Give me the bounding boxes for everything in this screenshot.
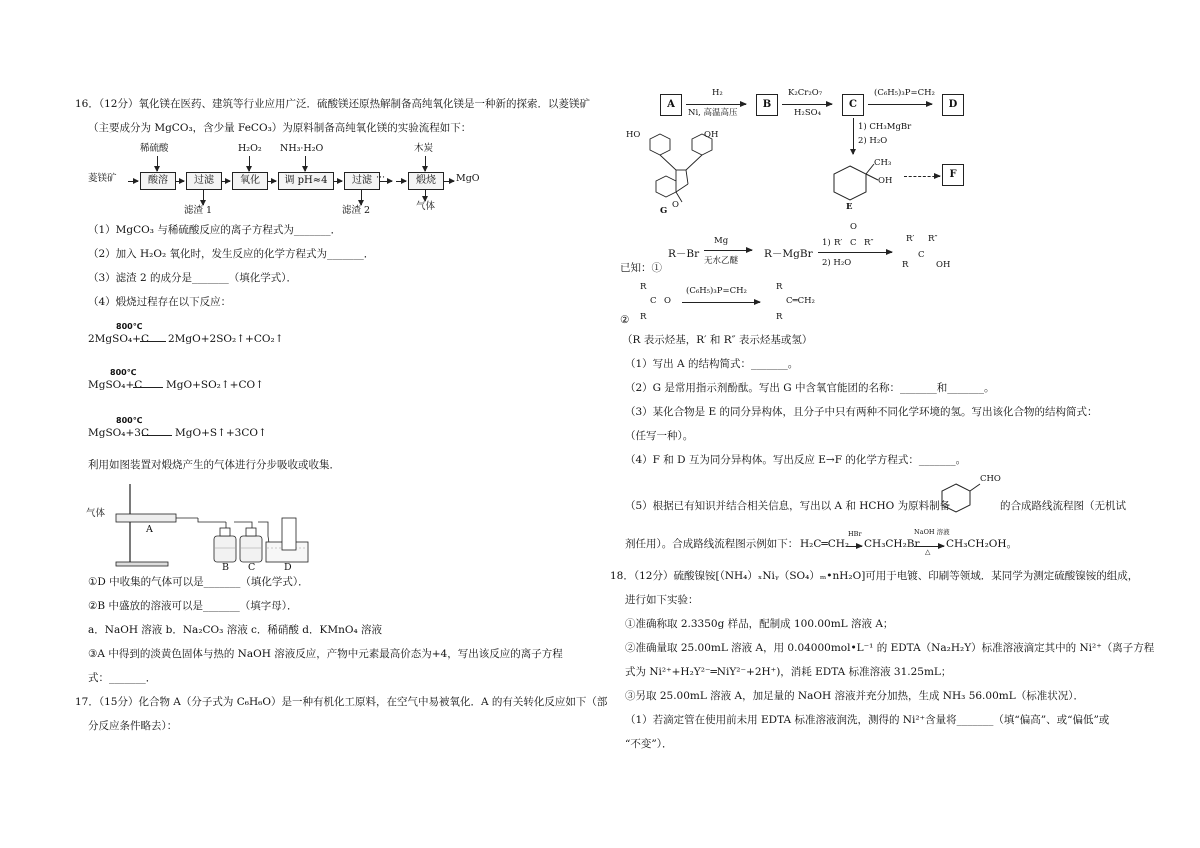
k1-rmgbr: R－MgBr [764,248,813,260]
eq3-left: MgSO₄+3C [88,427,149,439]
eq3-right: MgO+S↑+3CO↑ [175,427,267,439]
q16-sub3: （3）滤渣 2 的成分是_______（填化学式）． [88,272,298,284]
apparatus-label-b: B [222,562,229,573]
residue-arrow [203,189,204,205]
compound-a-box: A [660,94,682,116]
reagent-arrow [157,156,158,171]
q18-sub1-line1: （1）若滴定管在使用前未用 EDTA 标准溶液润洗，测得的 Ni²⁺含量将_______（填“偏高”、或“偏低”或 [625,714,1110,726]
q17-sub1: （1）写出 A 的结构简式：_______。 [625,358,799,370]
k1-prod-r1: R′ [906,234,915,244]
residue-arrow [361,189,362,205]
apparatus-label-a: A [146,524,153,535]
k1-prod-r2: R″ [928,234,938,244]
reagent-arrow [425,156,426,171]
ce-arrow [853,118,854,154]
k1-rbr: R－Br [668,248,700,260]
q16-intro-line1: 16．（12分）氧化镁在医药、建筑等行业应用广泛．硫酸镁还原热解制备高纯氧化镁是一种新的探索．以菱镁矿 [75,98,590,110]
q18-step1: ①准确称取 2.3350g 样品，配制成 100.00mL 溶液 A； [625,618,894,630]
k1-c: C [850,238,857,248]
q17-sub3-line1: （3）某化合物是 E 的同分异构体，且分子中只有两种不同化学环境的氢。写出该化合物的结构简式： [625,406,1098,418]
compound-e-label: E [846,202,853,212]
k2-prod-r-top: R [776,282,783,292]
reagent-charcoal: 木炭 [414,143,434,154]
residue-1-label: 滤渣 1 [184,205,213,216]
q17-sub2: （2）G 是常用指示剂酚酞。写出 G 中含氧官能团的名称：_______和_______。 [625,382,995,394]
flow-step-ph: 调 pH≈4 [278,172,334,190]
k2-reagent: (C₆H₅)₃P=CH₂ [686,286,747,296]
k1-r1: R′ [834,238,843,248]
eq2-left: MgSO₄+C [88,379,143,391]
apparatus-label-c: C [248,562,256,573]
flow-arrow [396,181,406,182]
q17-intro-line2: 分反应条件略去）： [88,720,178,732]
k2-r-bottom: R [640,312,647,322]
q16-sub2: （2）加入 H₂O₂ 氧化时，发生反应的化学方程式为_______． [88,248,375,260]
g-oh-label: OH [704,130,719,140]
flow-end-label: MgO [456,173,480,184]
ab-arrow [686,104,746,105]
k1-step2: 2) H₂O [822,258,852,268]
q17-reaction-scheme [620,88,1010,218]
k2-c: C [650,296,657,306]
q16-apparatus-diagram [86,478,316,573]
compound-b-box: B [756,94,778,116]
eq1-left: 2MgSO₄+C [88,333,149,345]
bc-condition-top: K₂Cr₂O₇ [788,88,823,98]
compound-e-ch3: CH₃ [874,158,892,168]
k2-o: O [664,296,671,306]
k1-prod-r: R [902,260,909,270]
q17-sub5-line2: 剂任用）。合成路线流程图示例如下： [625,538,799,550]
k1-prod-c: C [918,250,925,260]
k1-arrow-1 [704,250,752,251]
compound-d-box: D [942,94,964,116]
flow-arrow [222,181,230,182]
eq1-right: 2MgO+2SO₂↑+CO₂↑ [168,333,284,345]
q16-options: a．NaOH 溶液 b．Na₂CO₃ 溶液 c．稀硝酸 d．KMnO₄ 溶液 [88,624,383,636]
q18-intro-line2: 进行如下实验： [625,594,699,606]
q17-sub5-line1b: 的合成路线流程图（无机试 [1000,500,1126,512]
flow-step-acid: 酸溶 [140,172,176,190]
q16-part-3-line1: ③A 中得到的淡黄色固体与热的 NaOH 溶液反应，产物中元素最高价态为+4，写出该反应的离子方程 [88,648,563,660]
q18-step3: ③另取 25.00mL 溶液 A，加足量的 NaOH 溶液并充分加热，生成 NH₃ 56.00mL（标准状况）． [625,690,1084,702]
flow-arrow [176,181,184,182]
k2-arrow [682,302,760,303]
apparatus-label-d: D [284,562,292,573]
flow-step-oxidize: 氧化 [232,172,268,190]
eq3-temperature: 800℃ [116,416,143,425]
gas-arrow [425,189,426,201]
eq2-temperature: 800℃ [110,368,137,377]
flow-arrow [444,181,454,182]
reagent-arrow [249,156,250,171]
eq1-temperature: 800℃ [116,322,143,331]
reagent-sulfuric-acid: 稀硫酸 [140,143,169,154]
flow-dots: ··· [376,172,386,183]
k2-prod-r-bottom: R [776,312,783,322]
k2-prod: C═CH₂ [786,296,815,306]
k1-carbonyl-o: O [850,222,857,232]
q16-part-1: ①D 中收集的气体可以是_______（填化学式）． [88,576,309,588]
compound-g-label: G [660,206,668,216]
example-hbr: HBr [848,530,862,538]
compound-c-box: C [842,94,864,116]
apparatus-gas-in-label: 气体 [86,508,106,519]
reagent-ammonia: NH₃·H₂O [280,143,324,154]
q18-step2-line1: ②准确量取 25.00mL 溶液 A，用 0.04000mol•L⁻¹ 的 EDTA（Na₂H₂Y）标准溶液滴定其中的 Ni²⁺（离子方程 [625,642,1155,654]
ef-arrow [904,176,940,177]
q17-sub5-line1: （5）根据已有知识并结合相关信息，写出以 A 和 HCHO 为原料制备 [625,500,951,512]
q17-intro-line1: 17．（15分）化合物 A（分子式为 C₆H₆O）是一种有机化工原料，在空气中易被氧化．A 的有关转化反应如下（部 [75,696,608,708]
flow-step-filter1: 过滤 [186,172,222,190]
ce-condition-2: 2) H₂O [858,136,888,146]
flow-start-label: 菱镁矿 [88,173,117,184]
example-arrow-1 [846,546,862,547]
residue-2-label: 滤渣 2 [342,205,371,216]
g-o-label: O [672,200,679,210]
example-heat: △ [925,548,931,556]
q17-note: （R 表示烃基，R′ 和 R″ 表示烃基或氢） [622,334,813,346]
k1-ether: 无水乙醚 [704,256,739,266]
q16-sub1: （1）MgCO₃ 与稀硫酸反应的离子方程式为_______． [88,224,342,236]
q16-intro-line2: （主要成分为 MgCO₃，含少量 FeCO₃）为原料制备高纯氧化镁的实验流程如下： [88,122,472,134]
gas-label: 气体 [416,201,436,212]
ab-condition-bottom: Ni, 高温高压 [688,108,738,118]
k1-step1: 1) [822,238,831,248]
k1-arrow-2 [818,252,892,253]
q18-sub1-line2: “不变”）． [625,738,673,750]
ab-condition-top: H₂ [712,88,723,98]
k2-label: ② [620,314,630,326]
flow-arrow [128,181,138,182]
known-label: 已知：① [620,262,662,274]
cd-arrow [868,104,932,105]
flow-arrow [334,181,342,182]
eq2-right: MgO+SO₂↑+CO↑ [166,379,264,391]
ce-condition-1: 1) CH₃MgBr [858,122,912,132]
q16-sub4: （4）煅烧过程存在以下反应： [88,296,232,308]
compound-e-oh: OH [878,176,893,186]
q18-intro-line1: 18．（12分）硫酸镍铵[（NH₄）ₓNiᵧ（SO₄）ₘ•nH₂O]可用于电镀、印刷等领域．某同学为测定硫酸镍铵的组成， [610,570,1139,582]
k1-prod-oh: OH [936,260,951,270]
g-ho-label: HO [626,130,641,140]
cd-condition-top: (C₆H₅)₃P=CH₂ [874,88,935,98]
q16-apparatus-text: 利用如图装置对煅烧产生的气体进行分步吸收或收集． [88,459,340,471]
flow-step-calcine: 煅烧 [408,172,444,190]
example-naoh: NaOH 溶液 [914,528,950,536]
q18-step2-line2: 式为 Ni²⁺+H₂Y²⁻═NiY²⁻+2H⁺)，消耗 EDTA 标准溶液 31.25mL； [625,666,952,678]
eq3-line [142,435,172,436]
q17-sub3-line2: （任写一种）。 [625,430,694,442]
q16-part-2: ②B 中盛放的溶液可以是_______（填字母）． [88,600,298,612]
reagent-h2o2: H₂O₂ [238,143,262,154]
cho-label: CHO [980,474,1001,484]
example-ethene: H₂C═CH₂ [800,538,850,550]
bc-condition-bottom: H₂SO₄ [794,108,822,118]
q17-sub4: （4）F 和 D 互为同分异构体。写出反应 E→F 的化学方程式：_______。 [625,454,967,466]
compound-f-box: F [942,164,964,186]
compound-g-structure [630,124,740,214]
k1-r2: R″ [864,238,874,248]
k1-mg: Mg [714,236,729,246]
eq1-line [140,341,166,342]
example-bromoethane: CH₃CH₂Br [864,538,920,550]
q16-process-flowchart [80,140,500,220]
flow-arrow [268,181,276,182]
example-ethanol: CH₃CH₂OH。 [946,538,1018,550]
apparatus-svg [86,478,316,570]
q16-part-3-line2: 式：_______． [88,672,157,684]
reagent-arrow [305,156,306,171]
k2-r-top: R [640,282,647,292]
flow-step-filter2: 过滤 [344,172,380,190]
eq2-line [133,387,163,388]
example-arrow-2 [914,546,944,547]
bc-arrow [782,104,832,105]
